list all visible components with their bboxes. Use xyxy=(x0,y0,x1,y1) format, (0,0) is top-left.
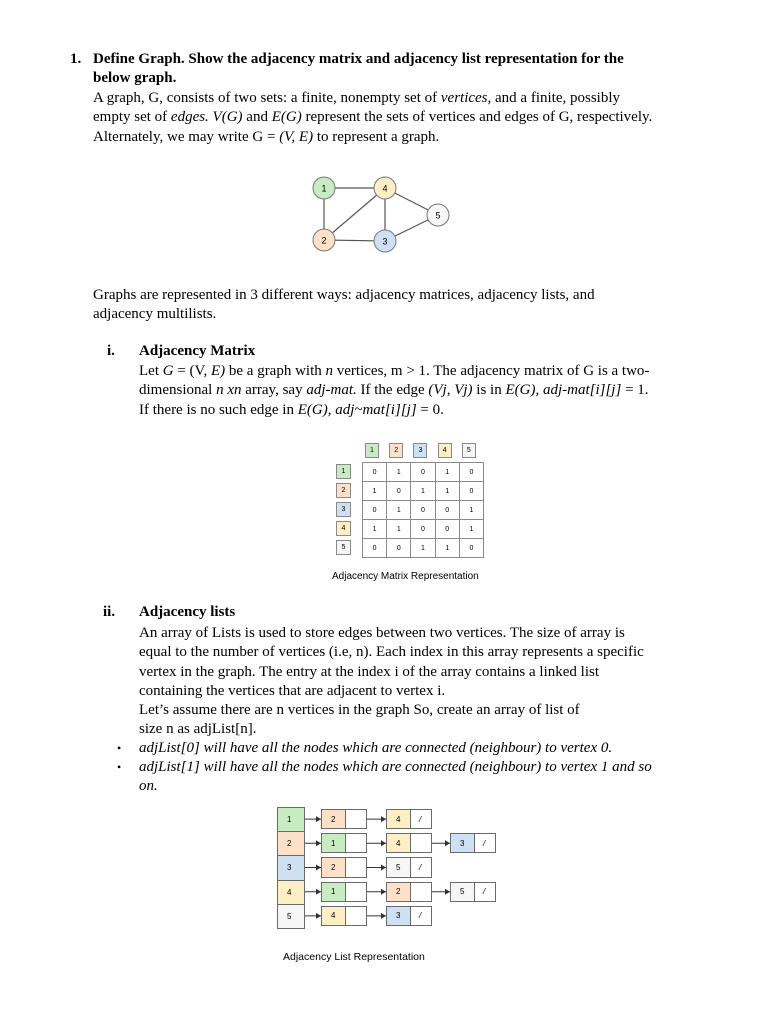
matrix-col-header: 4 xyxy=(438,443,452,458)
list-node xyxy=(450,833,496,853)
matrix-cell: 0 xyxy=(459,481,484,501)
matrix-row-header: 2 xyxy=(336,483,351,498)
matrix-cell: 0 xyxy=(410,500,435,520)
null-pointer: / xyxy=(419,814,422,824)
matrix-cell: 1 xyxy=(386,519,411,539)
list-node-value: 3 xyxy=(460,838,465,848)
list-node-value: 4 xyxy=(396,814,401,824)
matrix-cell: 0 xyxy=(386,481,411,501)
list-node-value: 5 xyxy=(396,862,401,872)
matrix-col-header: 1 xyxy=(365,443,379,458)
list-node-value: 1 xyxy=(331,838,336,848)
matrix-row-header: 5 xyxy=(336,540,351,555)
list-node xyxy=(386,833,432,853)
matrix-cell: 1 xyxy=(410,538,435,558)
matrix-cell: 1 xyxy=(362,481,387,501)
array-slot xyxy=(277,855,305,880)
null-pointer: / xyxy=(419,862,422,872)
matrix-cell: 0 xyxy=(410,462,435,482)
bullet-item-2: adjList[1] will have all the nodes which are connected (neighbour) to vertex 1 and so on. xyxy=(139,759,652,795)
list-node xyxy=(321,857,367,877)
question-number: 1. xyxy=(70,51,82,67)
list-node xyxy=(321,809,367,829)
list-node xyxy=(386,882,432,902)
matrix-cell: 1 xyxy=(386,500,411,520)
array-slot-label: 3 xyxy=(287,863,292,873)
graph-definition: A graph, G, consists of two sets: a finite, nonempty set of vertices, and a finite, possibly empty set of edges. V(G) and E(G) represent the sets of vertices and edges of G, respectively. Alternately, we may write G = (V, E) to represent a graph. xyxy=(93,90,653,145)
matrix-cell: 1 xyxy=(435,481,460,501)
list-node-value: 2 xyxy=(331,862,336,872)
matrix-cell: 0 xyxy=(435,500,460,520)
matrix-cell: 0 xyxy=(459,538,484,558)
node-label-3: 3 xyxy=(382,236,388,247)
matrix-col-header: 5 xyxy=(462,443,476,458)
array-slot xyxy=(277,880,305,905)
list-node xyxy=(386,857,432,877)
matrix-cell: 1 xyxy=(362,519,387,539)
bullet-item-1: adjList[0] will have all the nodes which are connected (neighbour) to vertex 0. xyxy=(139,740,613,756)
matrix-cell: 0 xyxy=(435,519,460,539)
representation-ways: Graphs are represented in 3 different ways: adjacency matrices, adjacency lists, and adjacency multilists. xyxy=(93,287,595,323)
matrix-cell: 1 xyxy=(459,500,484,520)
adjacency-lists-heading: Adjacency lists xyxy=(139,604,236,620)
list-node-value: 2 xyxy=(331,814,336,824)
list-node-value: 4 xyxy=(331,911,336,921)
matrix-cell: 0 xyxy=(362,500,387,520)
null-pointer: / xyxy=(483,887,486,897)
matrix-col-header: 3 xyxy=(413,443,427,458)
matrix-cell: 0 xyxy=(362,462,387,482)
list-node-value: 2 xyxy=(396,887,401,897)
list-node-value: 5 xyxy=(460,887,465,897)
matrix-cell: 1 xyxy=(410,481,435,501)
array-slot xyxy=(277,807,305,832)
null-pointer: / xyxy=(419,911,422,921)
adjacency-lists-text: An array of Lists is used to store edges between two vertices. The size of array is equal to the number of vertices (i.e, n). Each index in this array represents a specific vertex in the graph. The entry at the index i of the array contains a linked list containing the vertices that are adjacent to vertex i. Let’s assume there are n vertices in the graph So, create an array of list of size n as adjList[n]. xyxy=(139,625,644,738)
adjacency-matrix-heading: Adjacency Matrix xyxy=(139,343,256,359)
array-slot xyxy=(277,904,305,929)
list-node xyxy=(386,809,432,829)
section-numeral-i: i. xyxy=(107,343,115,359)
matrix-cell: 1 xyxy=(435,538,460,558)
node-label-2: 2 xyxy=(321,235,327,246)
list-node xyxy=(321,882,367,902)
matrix-cell: 0 xyxy=(459,462,484,482)
bullet-icon: • xyxy=(117,741,122,755)
adjacency-list-caption: Adjacency List Representation xyxy=(283,951,425,963)
matrix-cell: 0 xyxy=(362,538,387,558)
list-node xyxy=(321,833,367,853)
matrix-row-header: 1 xyxy=(336,464,351,479)
array-slot-label: 4 xyxy=(287,887,292,897)
matrix-col-header: 2 xyxy=(389,443,403,458)
matrix-cell: 0 xyxy=(410,519,435,539)
question-title-line1: Define Graph. Show the adjacency matrix and adjacency list representation for the xyxy=(93,51,624,67)
null-pointer: / xyxy=(483,838,486,848)
matrix-cell: 1 xyxy=(435,462,460,482)
array-slot-label: 1 xyxy=(287,815,292,825)
array-slot xyxy=(277,831,305,856)
node-label-1: 1 xyxy=(321,183,327,194)
matrix-row-header: 3 xyxy=(336,502,351,517)
question-title-line2: below graph. xyxy=(93,70,177,86)
list-node xyxy=(321,906,367,926)
edge-2-4 xyxy=(324,188,385,240)
graph-diagram xyxy=(300,170,470,260)
list-node-value: 1 xyxy=(331,887,336,897)
array-slot-label: 2 xyxy=(287,839,292,849)
graph-nodes xyxy=(313,177,449,252)
matrix-cell: 1 xyxy=(459,519,484,539)
adjacency-matrix-caption: Adjacency Matrix Representation xyxy=(332,571,479,582)
question-title xyxy=(93,50,693,88)
matrix-cell: 0 xyxy=(386,538,411,558)
node-label-4: 4 xyxy=(382,183,388,194)
list-node xyxy=(386,906,432,926)
matrix-row-header: 4 xyxy=(336,521,351,536)
list-node-value: 4 xyxy=(396,838,401,848)
node-label-5: 5 xyxy=(435,210,441,221)
list-node-value: 3 xyxy=(396,911,401,921)
bullet-icon: • xyxy=(117,760,122,774)
list-node xyxy=(450,882,496,902)
matrix-cell: 1 xyxy=(386,462,411,482)
array-slot-label: 5 xyxy=(287,911,292,921)
adjacency-matrix-text: Let G = (V, E) be a graph with n vertices, m > 1. The adjacency matrix of G is a two- dimensional n xn array, say adj-mat. If the edge (Vj, Vj) is in E(G), adj-mat[i][j] = 1. If there is no such edge in E(G), adj~mat[i][j] = 0. xyxy=(139,363,650,418)
section-numeral-ii: ii. xyxy=(103,604,116,620)
